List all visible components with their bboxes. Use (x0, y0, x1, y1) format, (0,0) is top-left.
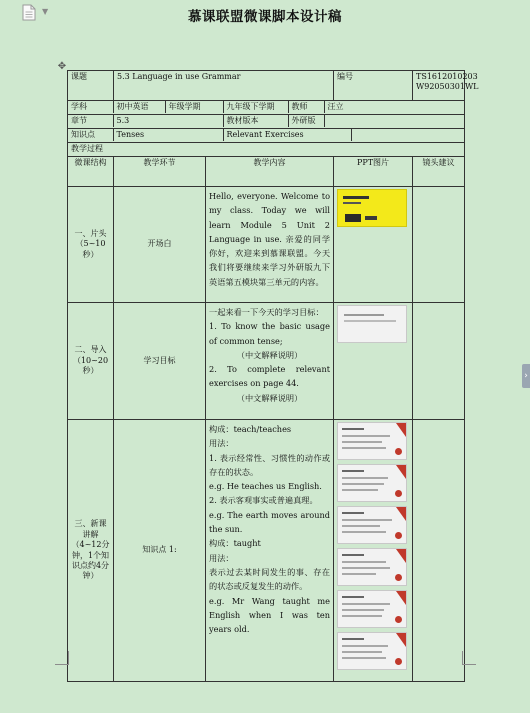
row-content (206, 420, 334, 682)
content-line: e.g. He teaches us English. (209, 481, 322, 492)
subject-value: 初中英语 (113, 101, 165, 113)
content-line: 1. 表示经常性、习惯性的动作或存在的状态。 (209, 452, 331, 477)
content-line: 表示过去某时间发生的事、存在的状态或反复发生的动作。 (209, 566, 331, 592)
section-label: 章节 (68, 115, 113, 127)
camera-cell (413, 187, 465, 303)
info-row-knowledge (68, 129, 464, 141)
table-row (68, 71, 465, 101)
content-line: 一起来看一下今天的学习目标： (209, 307, 324, 317)
side-panel-toggle-icon[interactable]: › (522, 364, 530, 388)
ppt-thumbnail-stack (337, 422, 409, 670)
content-line: e.g. The earth moves around the sun. (209, 509, 331, 535)
topic-value: 5.3 Language in use Grammar (114, 71, 334, 101)
ppt-thumbnail[interactable] (337, 506, 407, 544)
ppt-thumbnail[interactable] (337, 464, 407, 502)
content-line: Hello, everyone. Welcome to my class. Today we will learn Module 5 Unit 2 Language in use. 亲爱的同学你好，欢迎来到慕课联盟。今天我们将要继续来学习外研版九下英语第五模块第三单元的内容。 (209, 191, 331, 287)
document-toolbar (0, 0, 530, 26)
page-title: 慕课联盟微课脚本设计稿 (188, 9, 342, 25)
camera-cell (413, 420, 465, 682)
page-corner-mark (55, 651, 69, 665)
topic-label: 课题 (68, 71, 114, 101)
table-move-handle-icon[interactable]: ✥ (57, 61, 67, 72)
teacher-label: 教师 (288, 101, 324, 113)
knowledge-value: Tenses (113, 129, 223, 141)
content-line: 用法： (209, 438, 234, 449)
knowledge-extra: Relevant Exercises (223, 129, 351, 141)
column-header-content: 教学内容 (206, 157, 334, 187)
process-label: 教学过程 (68, 143, 465, 157)
code-value: TS1612010203 W92050301WL (413, 71, 465, 101)
row-content (206, 303, 334, 420)
code-label: 编号 (334, 71, 413, 101)
ppt-cell (334, 420, 413, 682)
content-line: （中文解释说明） (236, 349, 303, 360)
info-row-subject (68, 101, 464, 113)
column-header-structure: 微课结构 (68, 157, 114, 187)
section-value: 5.3 (113, 115, 223, 127)
row-structure: 一、片头（5~10秒） (68, 187, 114, 303)
chevron-down-icon[interactable]: ▼ (42, 7, 49, 16)
content-line: 用法： (209, 552, 234, 563)
ppt-cell (334, 187, 413, 303)
subject-label: 学科 (68, 101, 113, 113)
content-line: 构成：taught (209, 538, 261, 549)
row-structure: 二、导入（10~20秒） (68, 303, 114, 420)
content-line: 构成：teach/teaches (209, 424, 292, 434)
ppt-cell (334, 303, 413, 420)
table-row (68, 101, 465, 115)
row-structure: 三、新课讲解（4~12分钟，1个知识点约4分钟） (68, 420, 114, 682)
content-line: 1. To know the basic usage of common tense; (209, 321, 331, 346)
ppt-thumbnail[interactable] (337, 305, 407, 343)
ppt-thumbnail[interactable] (337, 422, 407, 460)
camera-cell (413, 303, 465, 420)
column-header-ppt: PPT图片 (334, 157, 413, 187)
table-row (68, 187, 465, 303)
column-header-stage: 教学环节 (114, 157, 206, 187)
column-header-row (68, 157, 465, 187)
script-table (67, 70, 479, 682)
content-line: e.g. Mr Wang taught me English when I was ten years old. (209, 595, 331, 635)
row-stage: 学习目标 (114, 303, 206, 420)
content-line: （中文解释说明） (236, 392, 303, 403)
section-filler (324, 115, 464, 127)
edition-value: 外研版 (288, 115, 324, 127)
table-row (68, 143, 465, 157)
table-row (68, 129, 465, 143)
table-row (68, 303, 465, 420)
content-line: 2. To complete relevant exercises on page 44. (209, 364, 331, 389)
row-content (206, 187, 334, 303)
info-row-section (68, 115, 464, 127)
grade-label: 年级学期 (165, 101, 223, 113)
table-row (68, 420, 465, 682)
table-row (68, 115, 465, 129)
ppt-thumbnail[interactable] (337, 632, 407, 670)
teacher-value: 汪立 (327, 102, 344, 111)
row-stage: 知识点 1: (114, 420, 206, 682)
edition-label: 教材版本 (223, 115, 288, 127)
ppt-thumbnail[interactable] (337, 590, 407, 628)
grade-value: 九年级下学期 (223, 101, 288, 113)
page-corner-mark (462, 651, 476, 665)
ppt-thumbnail[interactable] (337, 189, 407, 227)
column-header-camera: 镜头建议 (413, 157, 465, 187)
knowledge-label: 知识点 (68, 129, 113, 141)
row-stage: 开场白 (114, 187, 206, 303)
content-line: 2. 表示客观事实或普遍真理。 (209, 495, 318, 506)
ppt-thumbnail[interactable] (337, 548, 407, 586)
knowledge-filler (351, 129, 464, 141)
